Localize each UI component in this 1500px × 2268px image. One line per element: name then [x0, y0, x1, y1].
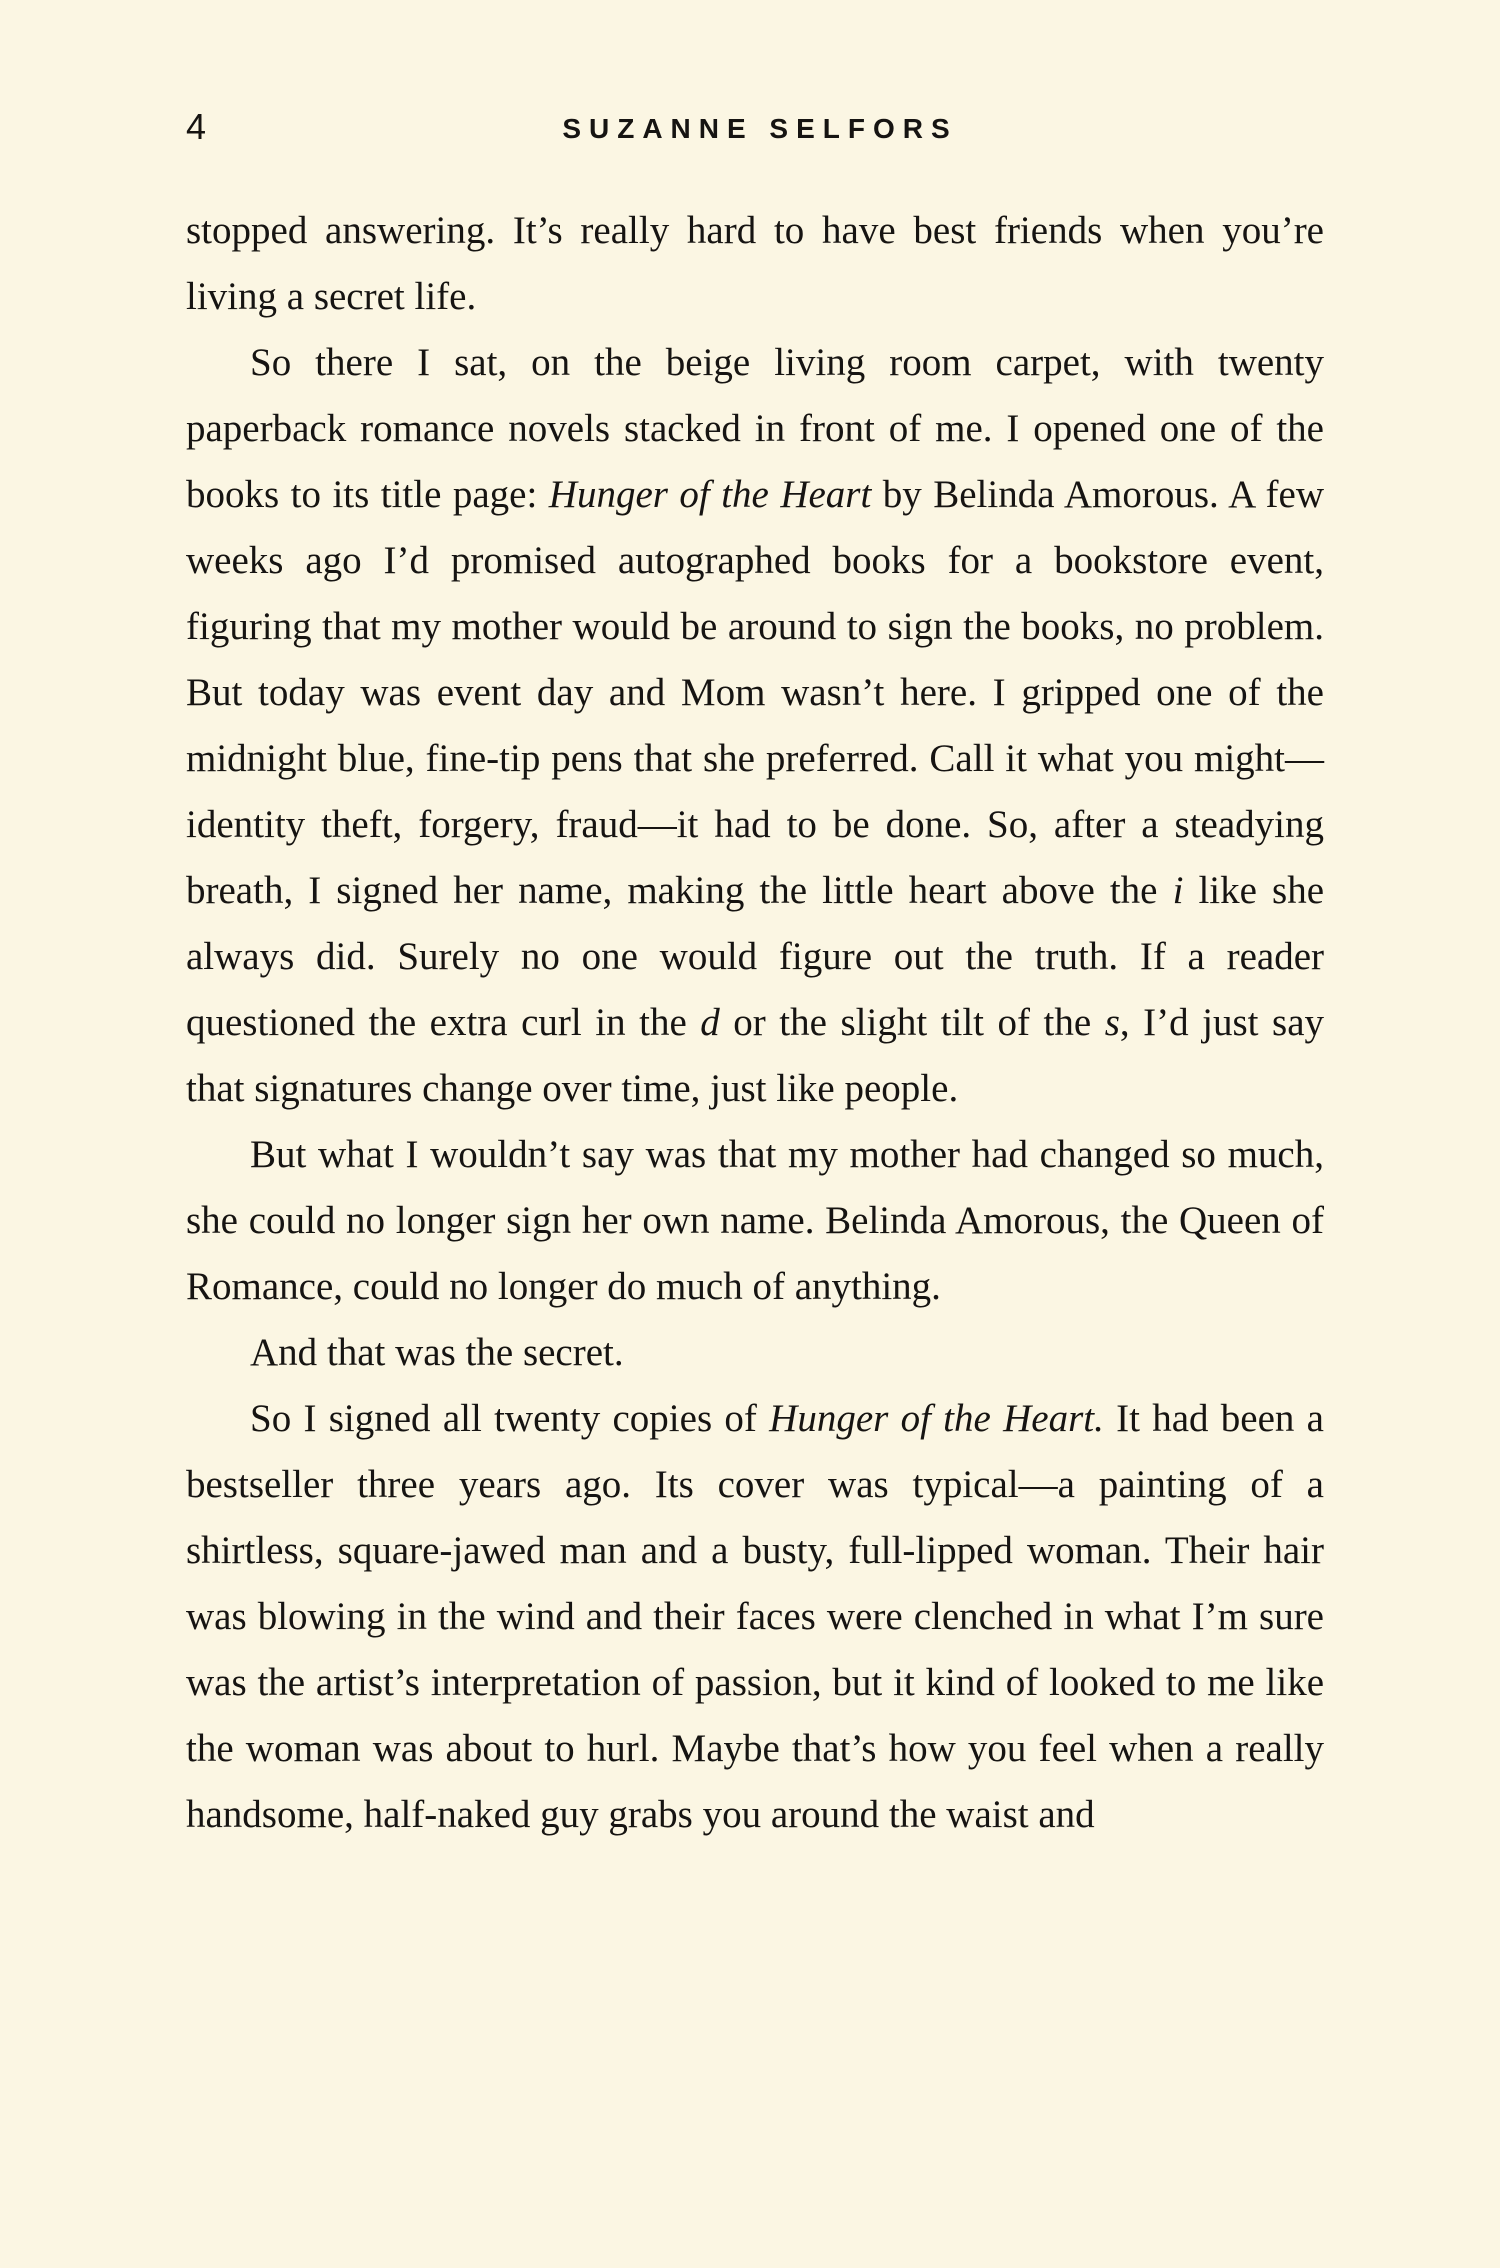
paragraph-text: So there I sat, on the beige living room carpet, with twenty paperback romance novels stacked in front of me. I opened one of the books to its title page: [186, 341, 1324, 516]
page-number: 4 [186, 106, 207, 147]
paragraph [186, 1386, 1324, 1848]
running-head-author: SUZANNE SELFORS [562, 113, 958, 144]
paragraph [186, 330, 1324, 1122]
paragraph [186, 1122, 1324, 1320]
paragraph-text: or the slight tilt of the [719, 1001, 1105, 1044]
paragraph-text: It had been a bestseller three years ago. Its cover was typical—a painting of a shirtless, square-jawed man and a busty, full-lipped woman. Their hair was blowing in the wind and their faces were clenched in what I’m sure was the artist’s interpretation of passion, but it kind of looked to me like the woman was about to hurl. Maybe that’s how you feel when a really handsome, half-naked guy grabs you around the waist and [186, 1397, 1324, 1836]
paragraph-text: , I’d just say that signatures change over time, just like people. [186, 1001, 1325, 1110]
italic-letter: i [1172, 869, 1184, 912]
paragraph-text: And that was the secret. [250, 1331, 624, 1374]
paragraph [186, 1320, 1324, 1386]
paragraph-text: like she always did. Surely no one would figure out the truth. If a reader questioned the extra curl in the [186, 869, 1325, 1044]
paragraph-text: But what I wouldn’t say was that my mother had changed so much, she could no longer sign her own name. Belinda Amorous, the Queen of Romance, could no longer do much of anything. [186, 1133, 1324, 1308]
italic-letter: d [700, 1001, 720, 1044]
book-title: Hunger of the Heart [548, 473, 872, 516]
paragraph-text: stopped answering. It’s really hard to have best friends when you’re living a secret life. [186, 209, 1324, 318]
paragraph-text: by Belinda Amorous. A few weeks ago I’d promised autographed books for a bookstore event, figuring that my mother would be around to sign the books, no problem. But today was event day and Mom wasn’t here. I gripped one of the midnight blue, fine-tip pens that she preferred. Call it what you might—identity theft, forgery, fraud—it had to be done. So, after a steadying breath, I signed her name, making the little heart above the [186, 473, 1325, 912]
paragraph-text: So I signed all twenty copies of [250, 1397, 770, 1440]
italic-letter: s [1104, 1001, 1120, 1044]
paragraph-continued [186, 198, 1324, 330]
body-text [186, 198, 1324, 1848]
book-title: Hunger of the Heart. [769, 1397, 1104, 1440]
